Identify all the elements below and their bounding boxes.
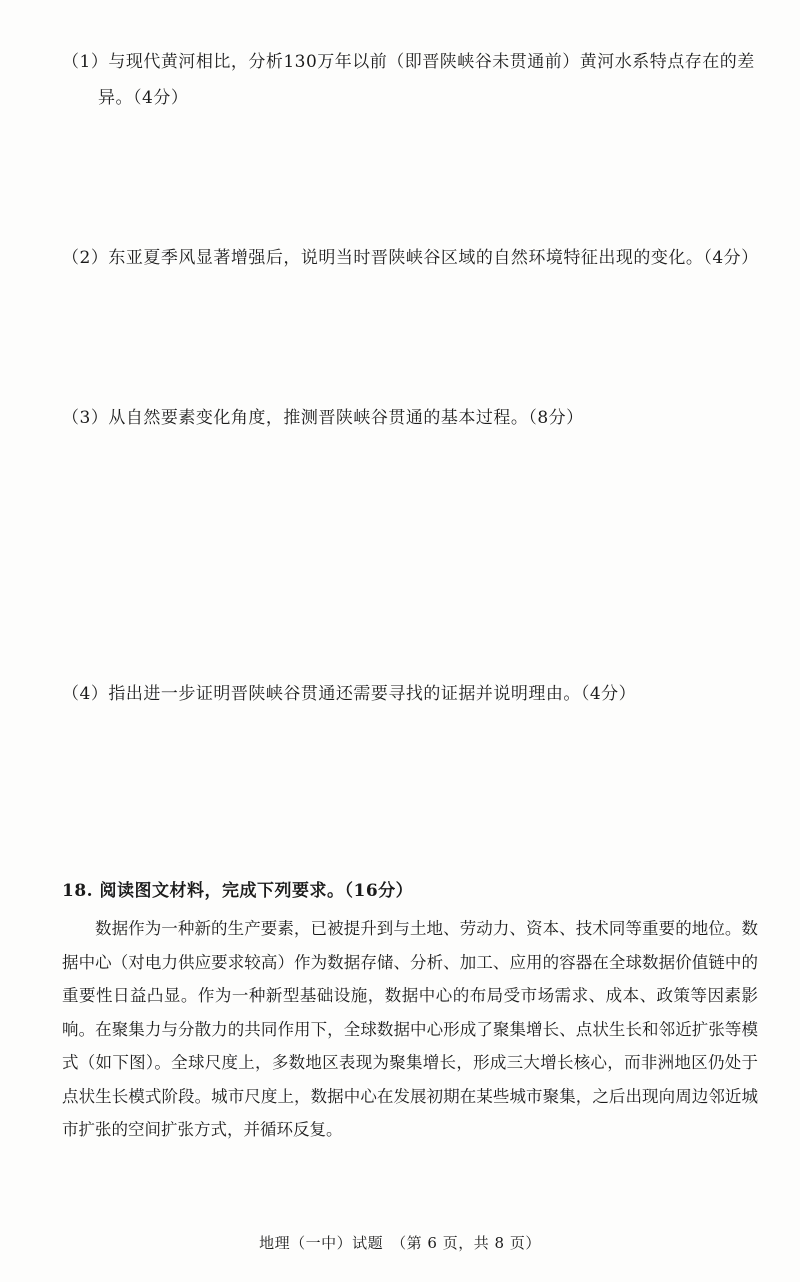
question-2: （2）东亚夏季风显著增强后，说明当时晋陕峡谷区域的自然环境特征出现的变化。（4分）	[62, 248, 759, 268]
question-18-heading: 18. 阅读图文材料，完成下列要求。（16分）	[62, 881, 414, 901]
question-4: （4）指出进一步证明晋陕峡谷贯通还需要寻找的证据并说明理由。（4分）	[62, 684, 637, 704]
question-18-passage	[62, 912, 758, 1147]
page-footer: 地理（一中）试题 （第 6 页，共 8 页）	[259, 1234, 541, 1252]
passage-paragraph: 数据作为一种新的生产要素，已被提升到与土地、劳动力、资本、技术同等重要的地位。数据中心（对电力供应要求较高）作为数据存储、分析、加工、应用的容器在全球数据价值链中的重要性日益凸显。作为一种新型基础设施，数据中心的布局受市场需求、成本、政策等因素影响。在聚集力与分散力的共同作用下，全球数据中心形成了聚集增长、点状生长和邻近扩张等模式（如下图）。全球尺度上，多数地区表现为聚集增长，形成三大增长核心，而非洲地区仍处于点状生长模式阶段。城市尺度上，数据中心在发展初期在某些城市聚集，之后出现向周边邻近城市扩张的空间扩张方式，并循环反复。	[62, 919, 758, 1139]
question-1-line-2: 异。（4分）	[98, 88, 189, 108]
question-1	[62, 44, 762, 116]
question-3: （3）从自然要素变化角度，推测晋陕峡谷贯通的基本过程。（8分）	[62, 408, 584, 428]
question-1-line-1: （1）与现代黄河相比，分析130万年以前（即晋陕峡谷未贯通前）黄河水系特点存在的差	[62, 52, 755, 72]
